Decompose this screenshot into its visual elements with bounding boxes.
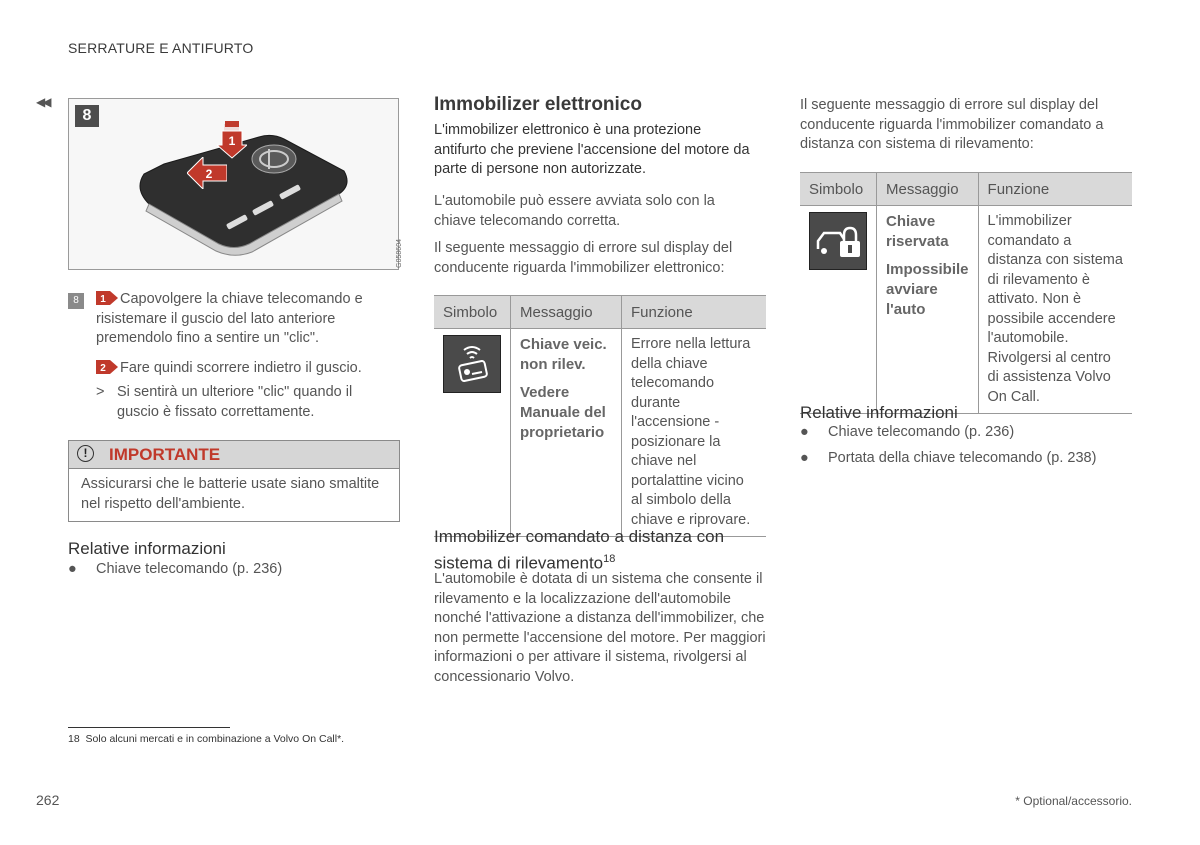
table-header: Funzione — [622, 296, 767, 329]
step-1-number: 1 — [100, 294, 106, 305]
figure-code: G058604 — [396, 239, 403, 268]
footnote — [68, 733, 344, 745]
paragraph: L'automobile è dotata di un sistema che consente il rilevamento e la localizzazione dell'automobile nonché l'attivazione a distanza dell'immobilizer, che non permette l'accensione del motore. Per maggiori informazioni o per attivare il sistema, rivolgersi al concessionario Volvo. — [434, 571, 766, 685]
page-number: 262 — [36, 792, 60, 808]
table-header: Messaggio — [511, 296, 622, 329]
footnote-divider — [68, 727, 230, 728]
section-subheading — [434, 525, 764, 575]
related-link-text[interactable]: Chiave telecomando (p. 236) — [96, 561, 283, 577]
paragraph: Il seguente messaggio di errore sul display del conducente riguarda l'immobilizer comandato a distanza con sistema di rilevamento: — [800, 97, 1104, 152]
bullet-icon: ● — [68, 561, 77, 577]
step-1 — [96, 290, 386, 349]
step-2-text: Fare quindi scorrere indietro il guscio. — [120, 360, 362, 376]
page-title: Immobilizer elettronico — [434, 94, 642, 115]
key-fob-illustration — [124, 119, 374, 259]
important-box — [68, 440, 400, 522]
table-header: Simbolo — [800, 173, 877, 206]
message-text: Impossibile avviare l'auto — [886, 261, 969, 318]
function-text: Errore nella lettura della chiave telecomando durante l'accensione - posizionare la chiave nel portalattine vicino al simbolo della chiave e riprovare. — [622, 329, 767, 537]
result-marker: > — [96, 384, 105, 400]
svg-text:2: 2 — [205, 167, 213, 181]
paragraph: Il seguente messaggio di errore sul display del conducente riguarda l'immobilizer elettronico: — [434, 240, 733, 276]
related-heading: Relative informazioni — [68, 539, 226, 558]
table-row — [800, 206, 1132, 414]
table-header: Funzione — [978, 173, 1132, 206]
related-link[interactable] — [800, 450, 1096, 466]
related-heading: Relative informazioni — [800, 403, 958, 422]
footnote-number: 18 — [68, 733, 80, 745]
optional-note: * Optional/accessorio. — [1015, 794, 1132, 808]
step-1-arrow-icon — [217, 121, 247, 159]
subheading-text: Immobilizer comandato a distanza con sistema di rilevamento — [434, 527, 725, 573]
related-link-text[interactable]: Chiave telecomando (p. 236) — [828, 424, 1015, 440]
intro-text: L'immobilizer elettronico è una protezione antifurto che previene l'accensione del motore da parte di persone non autorizzate. — [434, 122, 750, 177]
error-table — [434, 295, 766, 537]
table-header: Messaggio — [877, 173, 979, 206]
important-header — [69, 441, 399, 469]
bullet-icon: ● — [800, 450, 809, 466]
error-table — [800, 172, 1132, 414]
step-1-number-icon — [96, 291, 118, 305]
bullet-icon: ● — [800, 424, 809, 440]
car-lock-icon — [809, 212, 867, 270]
section-title: SERRATURE E ANTIFURTO — [68, 40, 254, 56]
key-card-icon — [443, 335, 501, 393]
svg-text:1: 1 — [228, 134, 236, 148]
related-link[interactable] — [800, 424, 1014, 440]
footnote-ref[interactable]: 18 — [603, 553, 616, 565]
warning-icon: ! — [77, 445, 94, 462]
table-row — [434, 329, 766, 537]
related-link[interactable] — [68, 561, 282, 577]
step-2-arrow-icon — [187, 157, 227, 189]
step-2-number-icon — [96, 360, 118, 374]
function-text: L'immobilizer comandato a distanza con sistema di rilevamento è attivato. Non è possibile accendere l'automobile. Rivolgersi al centro di assistenza Volvo On Call. — [978, 206, 1132, 414]
message-text: Chiave riservata — [886, 213, 949, 250]
table-header: Simbolo — [434, 296, 511, 329]
step-2 — [96, 359, 386, 379]
related-link-text[interactable]: Portata della chiave telecomando (p. 238) — [828, 450, 1097, 466]
figure-badge: 8 — [75, 105, 99, 127]
message-text: Vedere Manuale del proprietario — [520, 384, 606, 441]
step-badge: 8 — [68, 293, 84, 309]
important-text: Assicurarsi che le batterie usate siano smaltite nel rispetto dell'ambiente. — [81, 476, 380, 512]
paragraph: L'automobile può essere avviata solo con la chiave telecomando corretta. — [434, 193, 715, 229]
key-illustration — [68, 98, 403, 270]
footnote-text: Solo alcuni mercati e in combinazione a Volvo On Call*. — [85, 733, 345, 745]
result-text: Si sentirà un ulteriore "clic" quando il guscio è fissato correttamente. — [117, 384, 353, 420]
step-2-number: 2 — [100, 363, 106, 374]
message-text: Chiave veic. non rilev. — [520, 336, 607, 373]
important-title: IMPORTANTE — [109, 445, 221, 464]
step-1-text: Capovolgere la chiave telecomando e risistemare il guscio del lato anteriore premendolo fino a sentire un "clic". — [96, 291, 363, 346]
double-left-arrow-icon[interactable]: ◀◀ — [36, 95, 49, 109]
